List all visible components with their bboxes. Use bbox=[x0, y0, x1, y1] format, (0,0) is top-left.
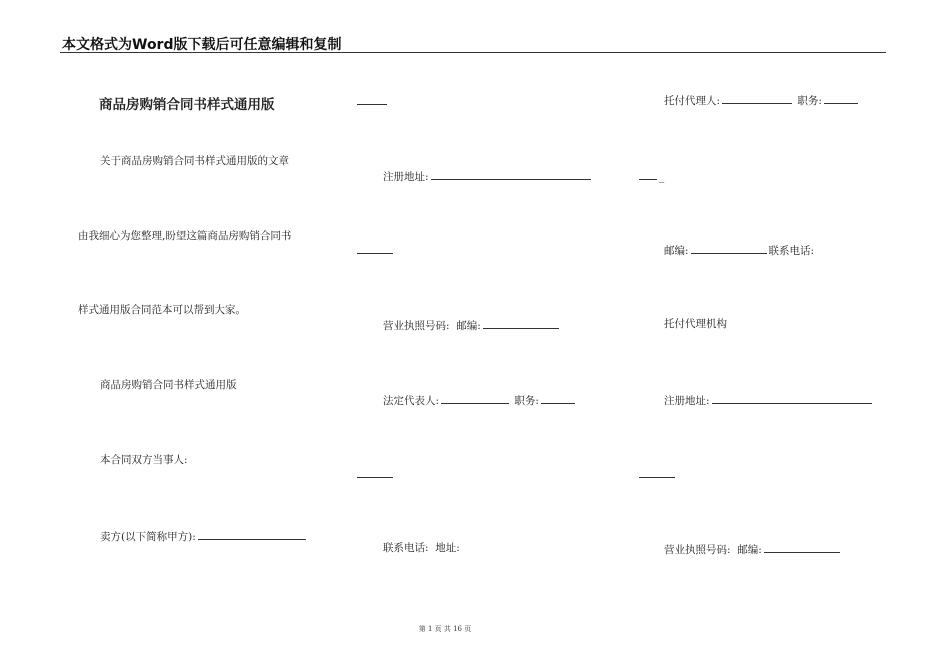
seller-reg-address-field bbox=[383, 170, 593, 183]
header-divider bbox=[60, 52, 886, 53]
agent-postcode-field bbox=[664, 244, 814, 257]
dash-line-field bbox=[639, 170, 664, 183]
agent-field bbox=[664, 94, 860, 107]
dash-char: _ bbox=[659, 171, 665, 183]
blank-line bbox=[357, 253, 393, 254]
blank-line bbox=[357, 104, 387, 105]
agent-postcode-blank bbox=[691, 244, 767, 254]
seller-legal-rep-field bbox=[383, 394, 577, 407]
seller-contact-field bbox=[383, 543, 460, 554]
agency-reg-address-blank bbox=[712, 394, 872, 404]
agent-position-blank bbox=[824, 94, 858, 104]
postcode-blank bbox=[483, 319, 559, 329]
seller-blank bbox=[198, 530, 306, 540]
seller-label: 卖方(以下简称甲方): bbox=[100, 531, 196, 543]
position-label: 职务: bbox=[514, 395, 539, 407]
address-label: 地址: bbox=[435, 542, 460, 554]
seller-field bbox=[100, 530, 308, 543]
phone-label: 联系电话: bbox=[383, 542, 429, 554]
reg-address-blank bbox=[431, 170, 591, 180]
intro-line-2: 由我细心为您整理,盼望这篇商品房购销合同书 bbox=[78, 230, 292, 242]
parties-label: 本合同双方当事人: bbox=[100, 454, 188, 466]
agency-license-field bbox=[664, 543, 842, 556]
page-footer: 第 1 页 共 16 页 bbox=[418, 625, 472, 633]
agency-label: 托付代理机构 bbox=[664, 318, 727, 330]
reg-address-label: 注册地址: bbox=[383, 171, 429, 183]
blank-line bbox=[639, 477, 675, 478]
license-no-label: 营业执照号码: bbox=[383, 320, 450, 332]
document-header: 本文格式为Word版下载后可任意编辑和复制 bbox=[62, 37, 342, 53]
intro-line-1: 关于商品房购销合同书样式通用版的文章 bbox=[100, 155, 289, 167]
agent-blank bbox=[722, 94, 792, 104]
agency-postcode-blank bbox=[764, 543, 840, 553]
agent-phone-label: 联系电话: bbox=[768, 245, 815, 257]
agency-postcode-label: 邮编: bbox=[737, 544, 762, 556]
agent-postcode-label: 邮编: bbox=[664, 245, 689, 257]
short-blank bbox=[639, 170, 657, 180]
agency-reg-address-field bbox=[664, 394, 874, 407]
legal-rep-blank bbox=[441, 394, 509, 404]
agency-reg-address-label: 注册地址: bbox=[664, 395, 710, 407]
document-title: 商品房购销合同书样式通用版 bbox=[99, 97, 275, 113]
blank-line bbox=[357, 477, 393, 478]
agent-label: 托付代理人: bbox=[664, 95, 721, 107]
postcode-label: 邮编: bbox=[456, 320, 481, 332]
agent-position-label: 职务: bbox=[797, 95, 822, 107]
intro-line-3: 样式通用版合同范本可以帮到大家。 bbox=[78, 304, 246, 316]
contract-subtitle: 商品房购销合同书样式通用版 bbox=[100, 379, 237, 391]
agency-license-label: 营业执照号码: bbox=[664, 544, 731, 556]
position-blank bbox=[541, 394, 575, 404]
seller-license-field bbox=[383, 319, 561, 332]
legal-rep-label: 法定代表人: bbox=[383, 395, 440, 407]
